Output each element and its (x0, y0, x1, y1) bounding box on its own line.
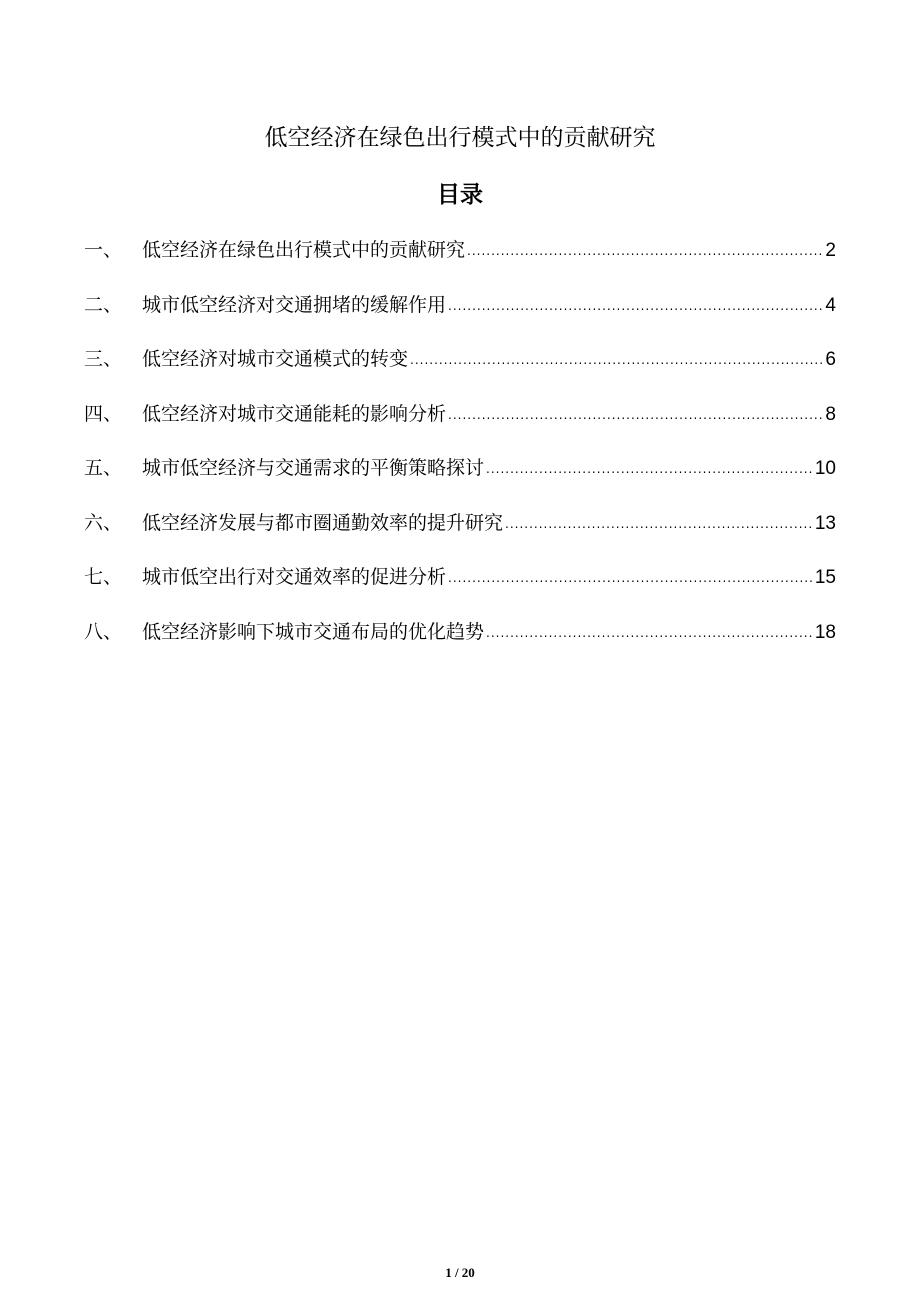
toc-entry-number: 八、 (84, 620, 123, 643)
toc-entry-page: 6 (825, 349, 836, 370)
toc-entry-2[interactable] (84, 285, 836, 340)
toc-entry-title: 低空经济对城市交通能耗的影响分析 (142, 402, 447, 425)
toc-entry-8[interactable] (84, 612, 836, 667)
toc-entry-page: 15 (814, 567, 836, 588)
toc-entry-page: 4 (825, 294, 836, 316)
toc-entry-title: 低空经济影响下城市交通布局的优化趋势 (142, 620, 485, 643)
toc-entry-page: 8 (825, 403, 836, 425)
toc-entry-3[interactable] (84, 339, 836, 394)
toc-entry-4[interactable] (84, 394, 836, 449)
toc-dot-leader (448, 286, 823, 326)
toc-entry-5[interactable] (84, 448, 836, 503)
toc-entry-page: 18 (814, 621, 836, 643)
toc-entry-6[interactable] (84, 503, 836, 558)
toc-entry-number: 四、 (84, 402, 123, 425)
document-title: 低空经济在绿色出行模式中的贡献研究 (264, 125, 656, 151)
toc-dot-leader (448, 558, 813, 598)
toc-entry-title: 城市低空出行对交通效率的促进分析 (142, 566, 447, 588)
toc-entry-title: 低空经济发展与都市圈通勤效率的提升研究 (142, 511, 504, 534)
toc-entry-title: 城市低空经济与交通需求的平衡策略探讨 (142, 457, 485, 479)
toc-heading: 目录 (437, 182, 483, 208)
toc-entry-title: 低空经济在绿色出行模式中的贡献研究 (142, 239, 466, 261)
toc-entry-number: 二、 (84, 293, 123, 316)
toc-entry-title: 城市低空经济对交通拥堵的缓解作用 (142, 293, 447, 316)
toc-entry-number: 三、 (84, 348, 123, 370)
toc-dot-leader (467, 231, 823, 271)
toc-dot-leader (486, 613, 813, 653)
toc-entry-page: 10 (814, 458, 836, 479)
toc-entry-page: 2 (825, 240, 836, 261)
toc-entry-1[interactable] (84, 230, 836, 285)
toc-dot-leader (505, 504, 813, 544)
toc-dot-leader (448, 395, 823, 435)
toc-entry-number: 七、 (84, 566, 123, 588)
toc-dot-leader (486, 449, 813, 489)
toc-entry-number: 一、 (84, 239, 123, 261)
toc-entry-title: 低空经济对城市交通模式的转变 (142, 348, 409, 370)
toc-entry-page: 13 (814, 512, 836, 534)
toc-dot-leader (410, 340, 823, 380)
toc-entry-number: 五、 (84, 457, 123, 479)
toc-entry-number: 六、 (84, 511, 123, 534)
table-of-contents (84, 230, 836, 666)
page-number-footer: 1 / 20 (445, 1265, 475, 1280)
toc-entry-7[interactable] (84, 557, 836, 612)
